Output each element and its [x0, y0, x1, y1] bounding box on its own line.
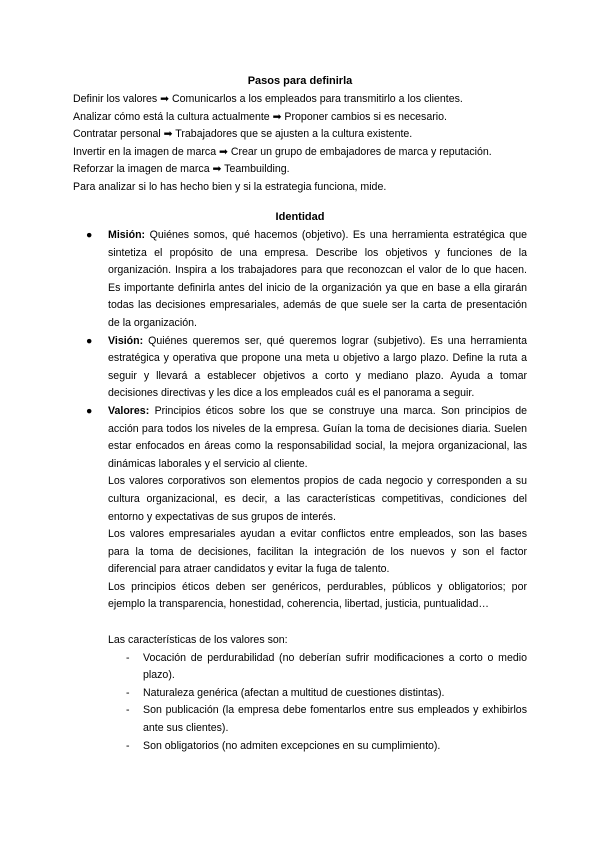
- valores-text: Principios éticos sobre los que se construye una marca. Son principios de acción para todos los niveles de la empresa. Guían la toma de decisiones diaria. Suelen estar enfocados en áreas como la responsabilidad social, la mejora organizacional, las dinámicas laborales y el servicio al cliente.: [108, 404, 527, 470]
- valores-paragraph: Los valores empresariales ayudan a evitar conflictos entre empleados, son las bases para la toma de decisiones, facilitan la integración de los nuevos y son el factor diferencial para atraer candidatos y evitar la fuga de talento.: [108, 528, 527, 576]
- valores-intro: [86, 403, 527, 473]
- step-line: Para analizar si lo has hecho bien y si la estrategia funciona, mide.: [73, 180, 387, 193]
- characteristic-item: [108, 650, 527, 685]
- step-line: Reforzar la imagen de marca ➡ Teambuilding.: [73, 163, 290, 176]
- characteristic-text: Vocación de perdurabilidad (no deberían sufrir modificaciones a corto o medio plazo).: [143, 651, 527, 682]
- dash-marker: -: [126, 739, 130, 752]
- characteristics-title: Las características de los valores son:: [108, 634, 288, 647]
- characteristic-text: Son obligatorios (no admiten excepciones en su cumplimiento).: [143, 739, 441, 752]
- bullet-icon: ●: [86, 334, 93, 347]
- dash-marker: -: [126, 651, 130, 664]
- valores-paragraph: Los valores corporativos son elementos propios de cada negocio y corresponden a su cultura organizacional, es decir, a las características competitivas, condiciones del entorno y expectativas de sus grupos de interés.: [108, 475, 527, 523]
- mision-label: Misión:: [108, 229, 146, 241]
- characteristic-item: [108, 702, 527, 737]
- characteristic-text: Son publicación (la empresa debe fomentarlos entre sus empleados y exhibirlos ante sus clientes).: [143, 704, 527, 735]
- vision-label: Visión:: [108, 334, 144, 347]
- characteristic-item: [108, 685, 527, 703]
- dash-marker: -: [126, 686, 130, 699]
- valores-label: Valores:: [108, 404, 150, 417]
- steps-heading: Pasos para definirla: [247, 75, 353, 87]
- identity-heading: Identidad: [275, 211, 325, 223]
- steps-list: [73, 91, 533, 197]
- step-line: Contratar personal ➡ Trabajadores que se ajusten a la cultura existente.: [73, 128, 413, 141]
- vision-item: [86, 333, 527, 403]
- vision-text: Quiénes queremos ser, qué queremos lograr (subjetivo). Es una herramienta estratégica y operativa que propone una meta u objetivo a largo plazo. Define la ruta a seguir y llevará a establecer objetivos a corto y mediano plazo. Ayuda a tomar decisiones directivas y les dice a los empleados cuál es el panorama a seguir.: [108, 334, 527, 400]
- characteristics-list: [108, 650, 527, 756]
- valores-item: [86, 403, 527, 755]
- mision-item: [86, 227, 527, 333]
- characteristic-text: Naturaleza genérica (afectan a multitud de cuestiones distintas).: [143, 686, 445, 699]
- bullet-icon: ●: [86, 404, 93, 417]
- valores-paragraph: Los principios éticos deben ser genéricos, perdurables, públicos y obligatorios; por ejemplo la transparencia, honestidad, coherencia, libertad, justicia, puntualidad…: [108, 580, 527, 611]
- step-line: Definir los valores ➡ Comunicarlos a los empleados para transmitirlo a los clientes.: [73, 93, 463, 105]
- step-line: Analizar cómo está la cultura actualmente ➡ Proponer cambios si es necesario.: [73, 110, 447, 123]
- mision-text: Quiénes somos, qué hacemos (objetivo). Es una herramienta estratégica que sintetiza el propósito de una empresa. Describe los objetivos y funciones de la organización. Inspira a los trabajadores para que reconozcan el valor de lo que hacen. Es importante definirla antes del inicio de la organización ya que en base a ella girarán todas las decisiones empresariales, además de que suele ser la carta de presentación de la organización.: [108, 229, 527, 329]
- characteristic-item: [108, 738, 527, 756]
- dash-marker: -: [126, 704, 130, 717]
- identity-section: [86, 227, 527, 755]
- step-line: Invertir en la imagen de marca ➡ Crear un grupo de embajadores de marca y reputación.: [73, 145, 492, 158]
- bullet-icon: ●: [86, 229, 93, 241]
